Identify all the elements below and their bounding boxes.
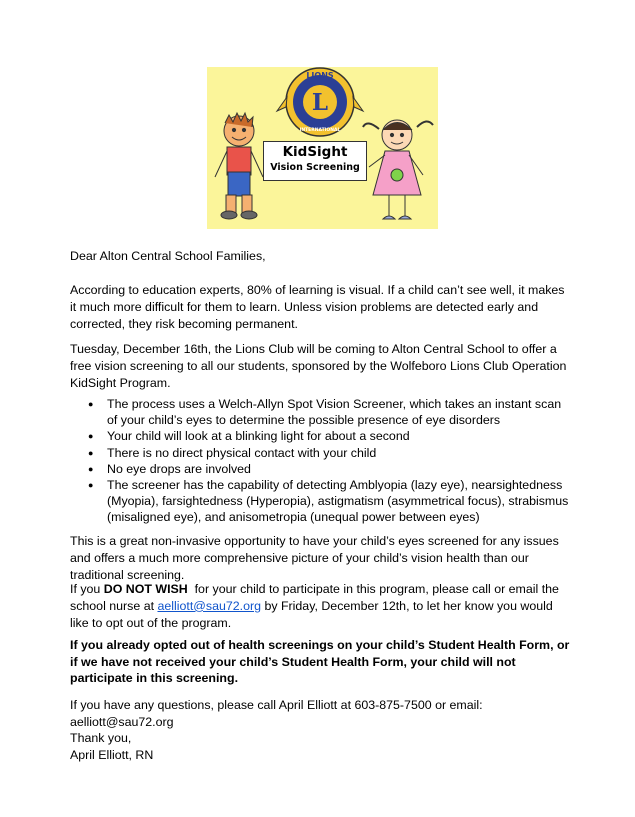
lions-logo — [277, 68, 363, 136]
closing-block — [70, 730, 570, 764]
opt-out-prefix: If you — [70, 582, 104, 596]
list-item: ● Your child will look at a blinking light for about a second — [70, 428, 570, 444]
girl-drawing — [363, 120, 433, 219]
boy-drawing — [215, 113, 263, 219]
kidsight-title: KidSight — [282, 144, 348, 160]
kidsight-subtitle: Vision Screening — [270, 162, 360, 173]
svg-text:INTERNATIONAL: INTERNATIONAL — [299, 128, 341, 133]
screening-details-list — [70, 396, 570, 526]
event-paragraph: Tuesday, December 16th, the Lions Club will be coming to Alton Central School to offer a free vision screening to all our students, sponsored by the Wolfeboro Lions Club Operation KidSight Program. — [70, 342, 567, 390]
nurse-email-link[interactable]: aelliott@sau72.org — [157, 598, 261, 613]
opportunity-paragraph: This is a great non-invasive opportunity to have your child’s eyes screened for any issues and offers a much more comprehensive picture of your child’s vision health than our traditional screening. — [70, 534, 559, 582]
health-form-notice: If you already opted out of health screenings on your child’s Student Health Form, or if we have not received your child’s Student Health Form, your child will not participate in this screening. — [70, 638, 570, 686]
closing-text: Thank you, — [70, 731, 132, 745]
list-item: ● The process uses a Welch-Allyn Spot Vision Screener, which takes an instant scan of your child’s eyes to determine the possible presence of eye disorders — [70, 396, 570, 428]
opt-out-paragraph — [70, 581, 570, 631]
intro-paragraph: According to education experts, 80% of learning is visual. If a child can’t see well, it makes it much more difficult for them to learn. Unless vision problems are detected early and corrected, they risk becoming permanent. — [70, 283, 565, 331]
svg-text:L: L — [311, 89, 329, 116]
list-item: ● There is no direct physical contact with your child — [70, 445, 570, 461]
list-item: ● The screener has the capability of detecting Amblyopia (lazy eye), nearsightedness (Myopia), farsightedness (Hyperopia), astigmatism (asymmetrical focus), strabismus (misaligned eye), and anisometropia (unequal power between eyes) — [70, 477, 570, 526]
salutation: Dear Alton Central School Families, — [70, 249, 266, 263]
kidsight-banner — [207, 67, 438, 229]
kidsight-label — [263, 141, 367, 181]
opt-out-suffix: by Friday, December 12th, to let her know you would like to opt out of the program. — [70, 598, 553, 630]
questions-paragraph: If you have any questions, please call April Elliott at 603-875-7500 or email: aelliott@sau72.org — [70, 698, 483, 729]
signature: April Elliott, RN — [70, 747, 154, 762]
do-not-wish-emphasis: DO NOT WISH — [103, 582, 188, 596]
svg-text:LIONS: LIONS — [306, 71, 334, 80]
opt-out-middle: for your child to participate in this program, please call or email the school nurse at — [70, 582, 563, 613]
list-item: ● No eye drops are involved — [70, 461, 570, 477]
